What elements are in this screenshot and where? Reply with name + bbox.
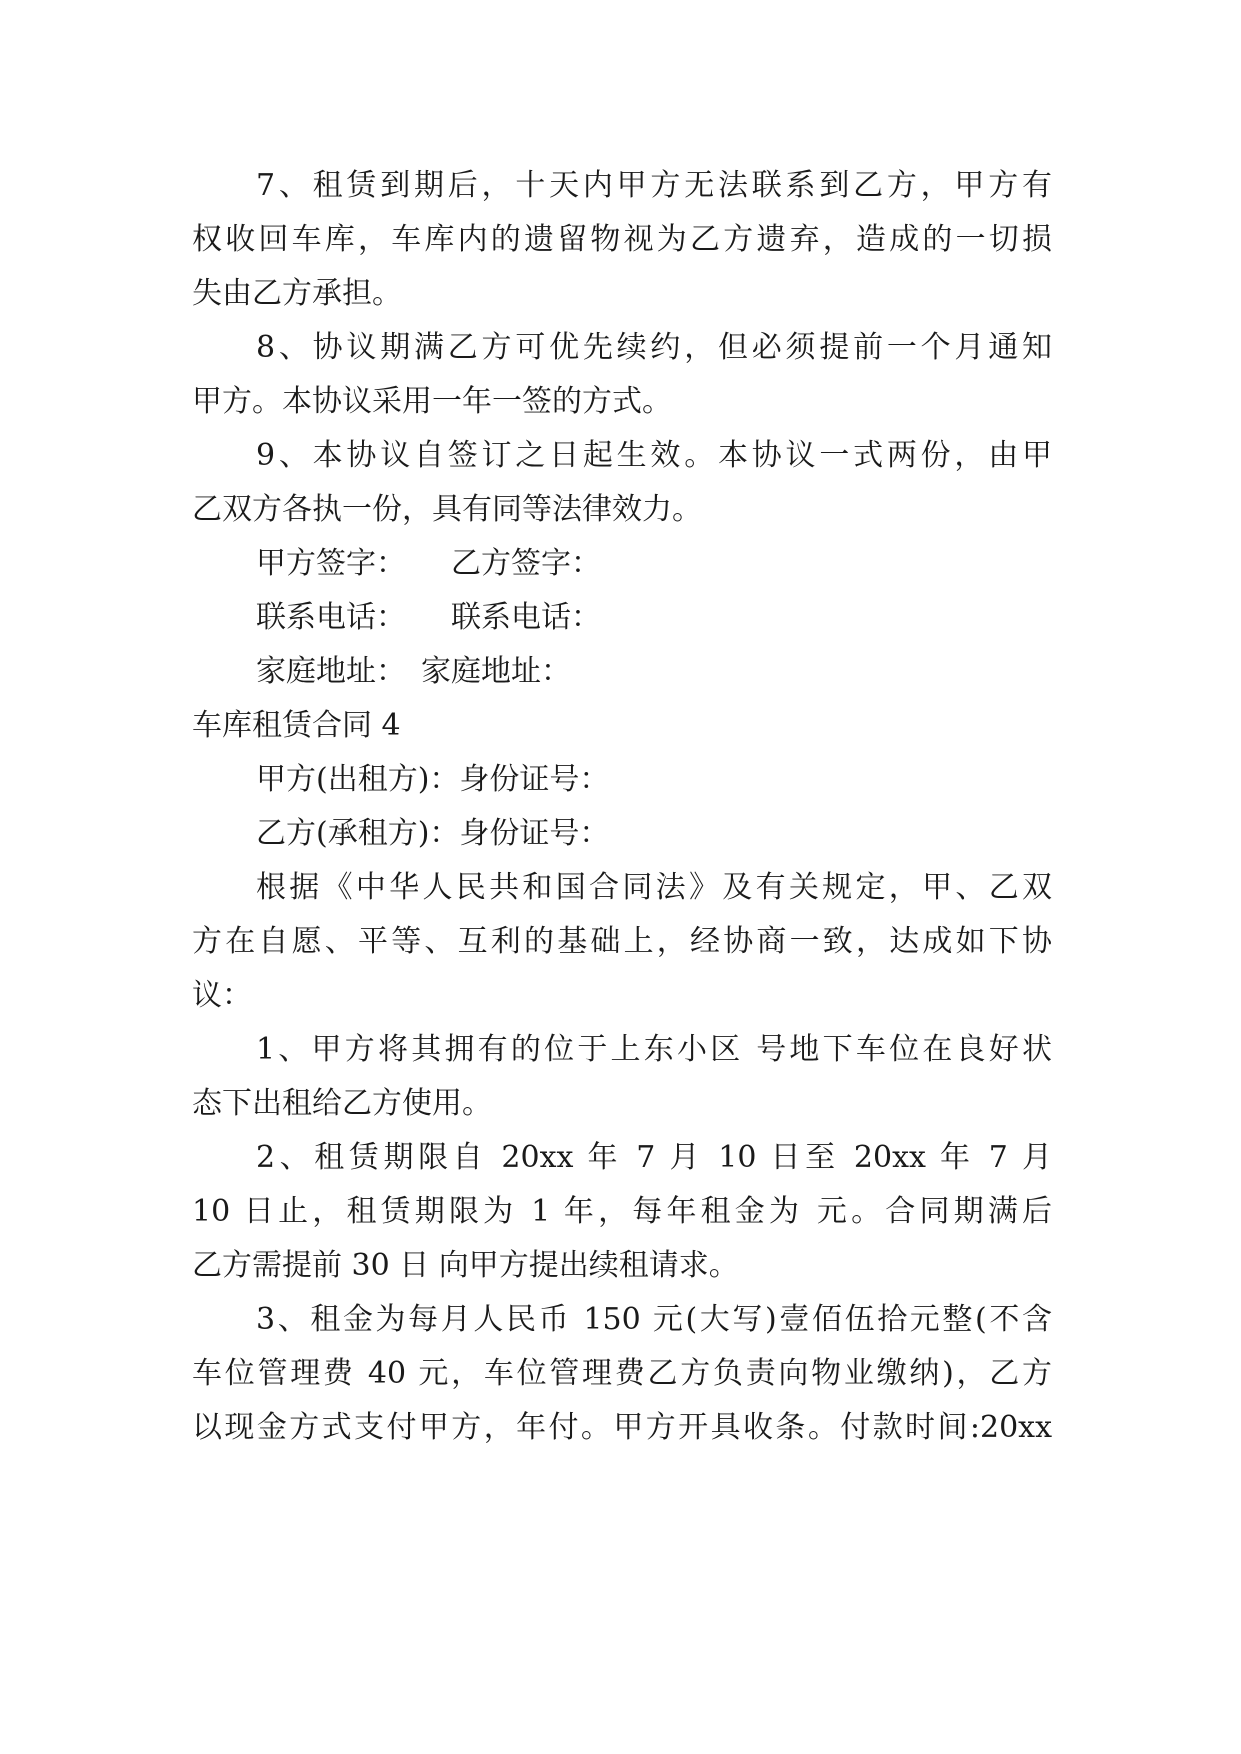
clause-9-line-1: 9、本协议自签订之日起生效。本协议一式两份，由甲	[256, 438, 1052, 473]
lessor-line: 甲方(出租方)：身份证号：	[256, 762, 610, 797]
clause-7-line-1: 7、租赁到期后，十天内甲方无法联系到乙方，甲方有	[256, 168, 1052, 203]
clause-3-line-3: 以现金方式支付甲方，年付。甲方开具收条。付款时间:20xx	[192, 1410, 1052, 1445]
clause-2-line-1: 2、租赁期限自 20xx 年 7 月 10 日至 20xx 年 7 月	[256, 1140, 1052, 1175]
clause-3-line-1: 3、租金为每月人民币 150 元(大写)壹佰伍拾元整(不含	[256, 1302, 1052, 1337]
clause-7-line-3: 失由乙方承担。	[192, 276, 402, 311]
clause-9-line-2: 乙双方各执一份，具有同等法律效力。	[192, 492, 702, 527]
clause-1-line-2: 态下出租给乙方使用。	[192, 1086, 492, 1121]
preamble-line-3: 议：	[192, 978, 252, 1013]
clause-2-line-3: 乙方需提前 30 日 向甲方提出续租请求。	[192, 1248, 739, 1283]
clause-7-line-2: 权收回车库，车库内的遗留物视为乙方遗弃，造成的一切损	[192, 222, 1052, 257]
clause-8-line-1: 8、协议期满乙方可优先续约，但必须提前一个月通知	[256, 330, 1052, 365]
preamble-line-1: 根据《中华人民共和国合同法》及有关规定，甲、乙双	[256, 870, 1052, 905]
signature-line: 甲方签字： 乙方签字：	[256, 546, 601, 581]
clause-2-line-2: 10 日止，租赁期限为 1 年，每年租金为 元。合同期满后	[192, 1194, 1052, 1229]
phone-line: 联系电话： 联系电话：	[256, 600, 601, 635]
clause-3-line-2: 车位管理费 40 元，车位管理费乙方负责向物业缴纳)，乙方	[192, 1356, 1052, 1391]
address-line: 家庭地址： 家庭地址：	[256, 654, 571, 689]
contract-4-title: 车库租赁合同 4	[192, 708, 401, 743]
lessee-line: 乙方(承租方)：身份证号：	[256, 816, 610, 851]
clause-1-line-1: 1、甲方将其拥有的位于上东小区 号地下车位在良好状	[256, 1032, 1052, 1067]
clause-8-line-2: 甲方。本协议采用一年一签的方式。	[192, 384, 672, 419]
preamble-line-2: 方在自愿、平等、互利的基础上，经协商一致，达成如下协	[192, 924, 1052, 959]
